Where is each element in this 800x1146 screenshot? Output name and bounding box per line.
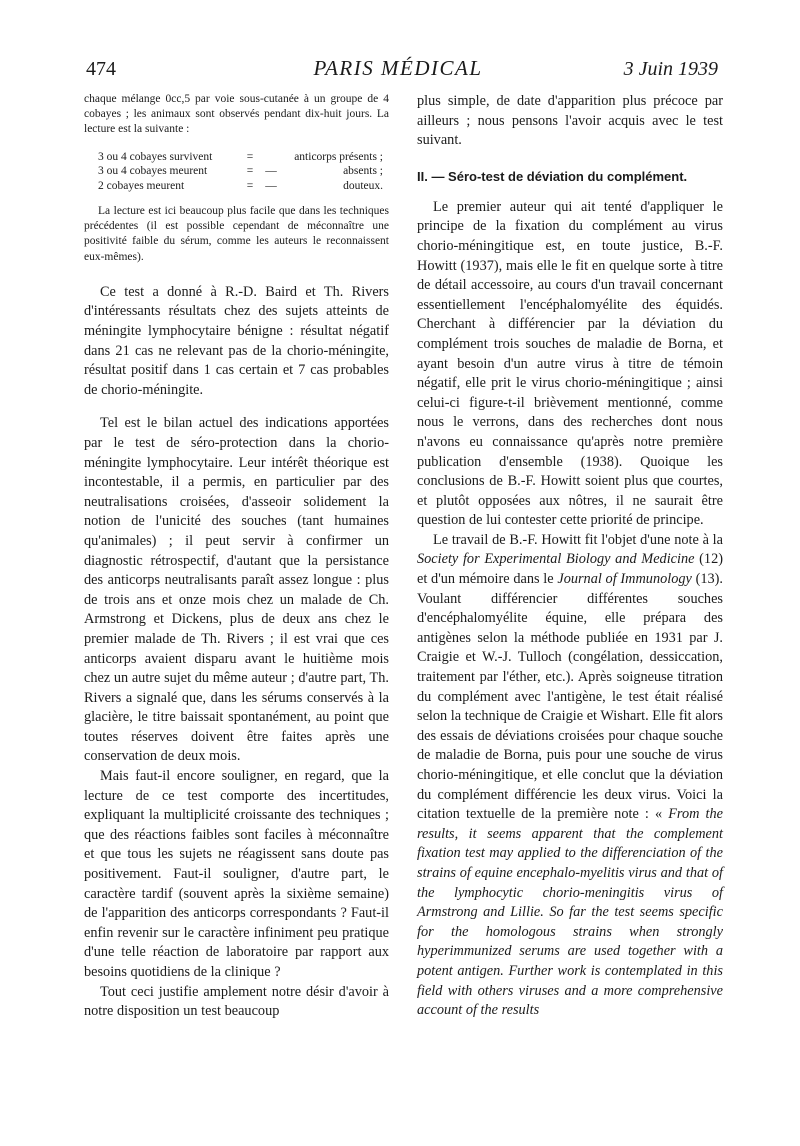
table-cell: — [265, 165, 277, 178]
issue-date: 3 Juin 1939 [623, 58, 718, 80]
paragraph: plus simple, de date d'apparition plus précoce par ailleurs ; nous pensons l'avoir acquis avec le test suivant. [417, 93, 723, 149]
table-cell: = [246, 165, 254, 178]
results-table [98, 150, 389, 194]
section-heading: II. — Séro-test de déviation du complément. [417, 168, 688, 184]
table-row [98, 164, 389, 179]
table-row [98, 150, 389, 165]
journal-title: PARIS MÉDICAL [313, 56, 483, 80]
right-column [417, 92, 723, 1021]
paragraph: Tel est le bilan actuel des indications apportées par le test de séro-protection dans la chorio-méningite lymphocytaire. Leur intérêt théorique est incontestable, il a permis, en particulier par des neutralisations croisées, d'asseoir solidement la notion de l'unicité des souches (tant humaines qu'animales) ; il peut servir à confirmer un diagnostic rétrospectif, d'autant que la persistance des anticorps neutralisants paraît assez longue : plus de trois ans et onze mois chez un malade de Ch. Armstrong et Dickens, plus de deux ans chez le premier malade de Th. Rivers ; il est vrai que ces anticorps avaient disparu avant le huitième mois chez un autre sujet du même auteur ; d'autre part, Th. Rivers a signalé que, dans les sérums conservés à la glacière, le titre baissait spontanément, au point que toutes réserves doivent être faites après une conservation de deux mois. [84, 415, 389, 765]
english-quotation: From the results, it seems apparent that the complement fixation test may applied to the differenciation of the strains of equine encephalo-myelitis virus and that of the lymphocytic chorio-meningitis virus of Armstrong and Lillie. So far the test seems specific for the homologous strains when strongly hyperimmunized serums are used together with a potent antigen. Further work is contemplated in this field with others viruses and a more comprehensive account of the results [417, 806, 724, 1019]
table-cell: anticorps présents ; [294, 150, 383, 163]
page-number: 474 [86, 58, 116, 80]
table-row [98, 179, 389, 194]
text-run: Le travail de B.-F. Howitt fit l'objet d'une note à la [433, 531, 723, 548]
paragraph [417, 531, 723, 1021]
reading-note: La lecture est ici beaucoup plus facile que dans les techniques précédentes (il est possible cependant de méconnaître une positivité faible du sérum, comme les auteurs le reconnaissent eux-mêmes). [84, 205, 389, 263]
left-column [84, 92, 389, 1022]
text-run: (12) et d'un mémoire dans le [417, 551, 723, 588]
table-cell: 2 cobayes meurent [98, 180, 185, 193]
journal-name: Journal of Immunology [557, 571, 692, 588]
paragraph: Ce test a donné à R.-D. Baird et Th. Rivers d'intéressants résultats chez des sujets atteints de méningite lymphocytaire bénigne : résultat négatif dans 21 cas ne relevant pas de la chorio-méningite, résultat positif dans 1 cas certain et 7 cas probables de chorio-méningite. [84, 283, 389, 398]
table-cell: 3 ou 4 cobayes meurent [98, 165, 208, 178]
text-run: (13). Voulant différencier différentes souches d'encéphalomyélite équine, elle prépara des antigènes selon la méthode publiée en 1931 par J. Craigie et W.-J. Tulloch (congélation, dessiccation, traitement par l'éther, etc.). Après soigneuse titration du complément avec l'antigène, le test était réalisé selon la technique de Craigie et Wishart. Elle fit alors des essais de déviations croisées pour chaque souche de maladie de Borna, puis pour une souche de virus chorio-méningitique, et elle conclut que la déviation du complément différencie les deux virus. Voici la citation textuelle de la première note : « [417, 571, 723, 823]
table-cell: douteux. [343, 180, 383, 193]
page-header [78, 56, 718, 86]
table-cell [262, 150, 280, 165]
table-cell: — [265, 180, 277, 193]
table-cell: absents ; [343, 165, 383, 178]
intro-note: chaque mélange 0cc,5 par voie sous-cutanée à un groupe de 4 cobayes ; les animaux sont observés pendant dix-huit jours. La lecture est la suivante : [84, 93, 389, 136]
paragraph: Tout ceci justifie amplement notre désir d'avoir à notre disposition un test beaucoup [84, 983, 389, 1020]
table-cell: = [246, 150, 254, 163]
society-name: Society for Experimental Biology and Medicine [417, 551, 695, 568]
paragraph: Le premier auteur qui ait tenté d'appliquer le principe de la fixation du complément au virus chorio-méningitique est, en toute justice, B.-F. Howitt (1937), mais elle le fit en quelque sorte à titre de détail accessoire, au cours d'un travail concernant essentiellement l'encéphalomyélite des équidés. Cherchant à différencier par la déviation du complément trois souches de maladie de Borna, et ayant besoin d'un autre virus à titre de témoin négatif, elle prit le virus chorio-méningitique ; ainsi celui-ci figure-t-il brièvement mentionné, comme nous le verrons, dans des recherches dont nous n'avons eu connaissance qu'après notre première publication d'ensemble (1938). Quoique les conclusions de B.-F. Howitt soient plus que courtes, et plutôt opposées aux nôtres, il ne saurait être question de lui contester cette priorité de principe. [417, 198, 723, 529]
table-cell: 3 ou 4 cobayes survivent [98, 150, 213, 163]
paragraph: Mais faut-il encore souligner, en regard, que la lecture de ce test comporte des incertitudes, expliquant la multiplicité croissante des techniques ; que des réactions faibles sont faciles à méconnaître et que tous les sujets ne réagissent sans doute pas positivement. Faut-il souligner, d'autre part, le caractère tardif (souvent après la sixième semaine) de l'apparition des anticorps correspondants ? Faut-il enfin revenir sur le caractère infiniment peu pratique d'une telle réaction de laboratoire par rapport aux besoins quotidiens de la clinique ? [84, 768, 389, 980]
table-cell: = [246, 180, 254, 193]
